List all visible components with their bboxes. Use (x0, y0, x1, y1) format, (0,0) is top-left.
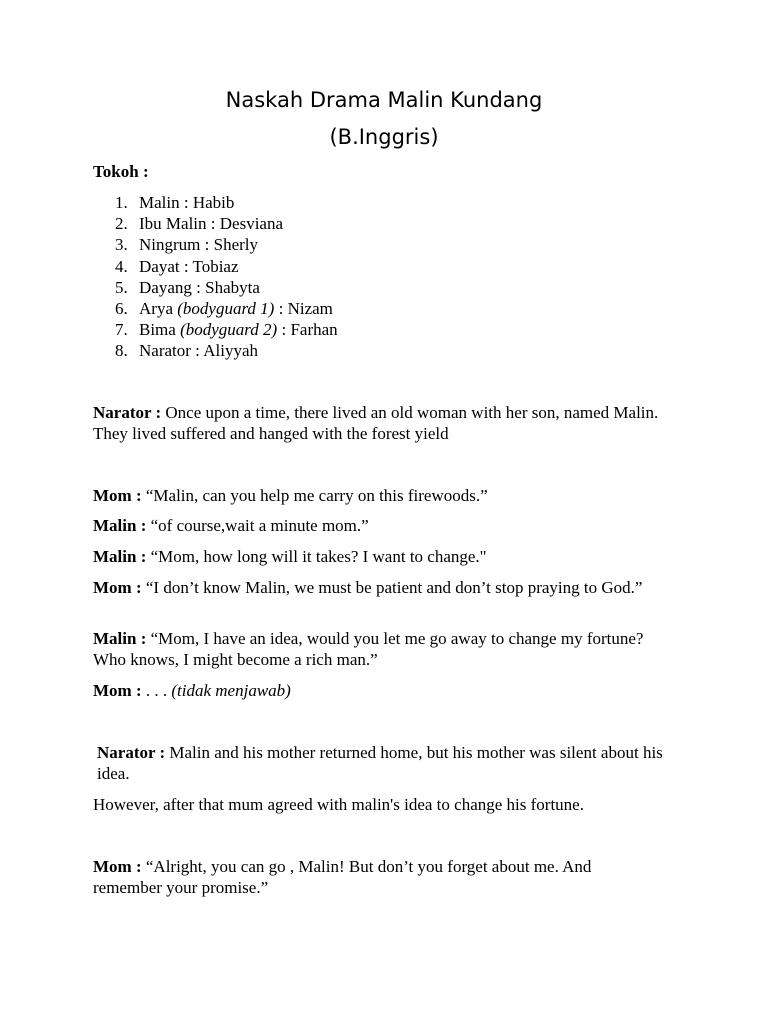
dialogue-line: Mom : “I don’t know Malin, we must be patient and don’t stop praying to God.” (93, 578, 643, 597)
dialogue-line: Malin : “Mom, I have an idea, would you let me go away to change my fortune? Who knows, I might become a rich man.” (93, 629, 644, 669)
cast-item: 8. Narator : Aliyyah (115, 341, 258, 361)
document-title: Naskah Drama Malin Kundang (225, 88, 543, 112)
cast-heading: Tokoh : (93, 162, 149, 181)
dialogue-line: Mom : “Alright, you can go , Malin! But don’t you forget about me. And remember your promise.” (93, 857, 592, 897)
dialogue-line: Narator : Malin and his mother returned home, but his mother was silent about his idea. (97, 743, 663, 783)
dialogue-line: Malin : “of course,wait a minute mom.” (93, 516, 369, 535)
cast-item: 1. Malin : Habib (115, 193, 235, 212)
dialogue-line: Mom : . . . (tidak menjawab) (93, 681, 291, 700)
cast-item: 2. Ibu Malin : Desviana (115, 214, 284, 234)
narration-line: However, after that mum agreed with malin's idea to change his fortune. (93, 795, 584, 814)
dialogue-line: Malin : “Mom, how long will it takes? I want to change." (93, 547, 487, 566)
cast-item: 3. Ningrum : Sherly (115, 235, 259, 255)
cast-item: 5. Dayang : Shabyta (115, 277, 260, 297)
cast-list (93, 192, 338, 362)
cast-item: 4. Dayat : Tobiaz (115, 256, 239, 276)
document-subtitle: (B.Inggris) (329, 125, 439, 149)
cast-item: 6. Arya (bodyguard 1) : Nizam (115, 298, 333, 318)
dialogue-line: Narator : Once upon a time, there lived an old woman with her son, named Malin. They lived suffered and hanged with the forest yield (93, 403, 659, 443)
dialogue-line: Mom : “Malin, can you help me carry on this firewoods.” (93, 486, 488, 505)
cast-item: 7. Bima (bodyguard 2) : Farhan (115, 320, 338, 340)
